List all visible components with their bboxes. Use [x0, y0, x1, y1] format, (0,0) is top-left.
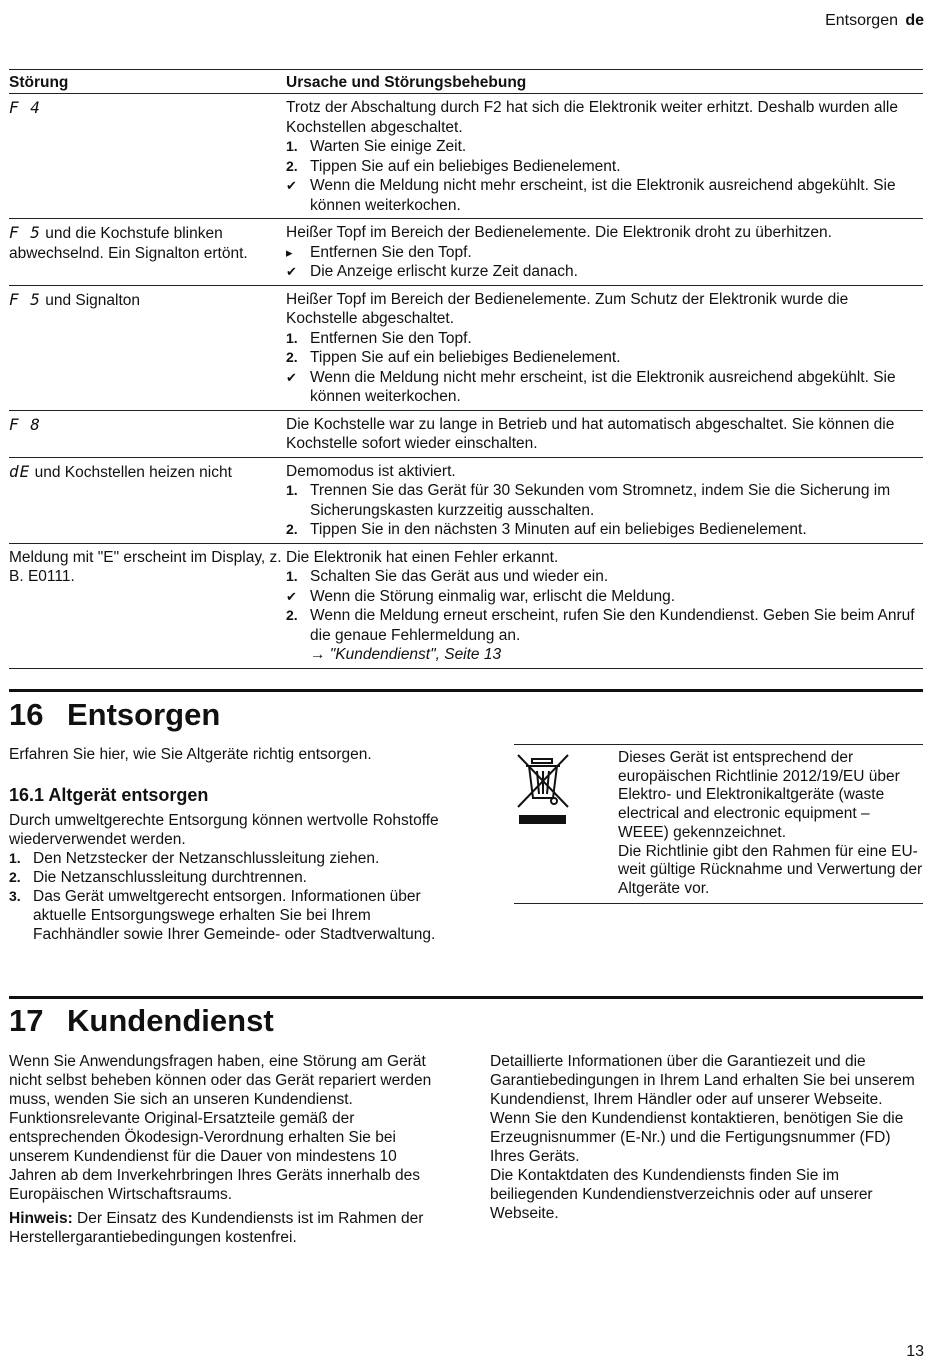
chapter-rule [9, 689, 923, 692]
fault-code: F 8 [9, 414, 41, 434]
crossed-out-bin-icon [514, 749, 618, 899]
table-row [9, 94, 923, 219]
fault-text: und Kochstellen heizen nicht [34, 463, 232, 481]
list-item: 3. Das Gerät umweltgerecht entsorgen. Informationen über aktuelle Entsorgungswege erhalten Sie bei Ihrem Fachhändler sowie Ihrer Gemeinde- oder Stadtverwaltung. [9, 888, 436, 943]
chapter-title-17: 17 Kundendienst [9, 1003, 274, 1038]
list-item: ✔ Die Anzeige erlischt kurze Zeit danach. [286, 263, 578, 280]
list-item: ✔ Wenn die Meldung nicht mehr erscheint, ist die Elektronik ausreichend abgekühlt. Sie können weiterkochen. [286, 368, 896, 405]
paragraph: Wenn Sie den Kundendienst kontaktieren, benötigen Sie die Erzeugnisnummer (E-Nr.) und die Fertigungsnummer (FD) Ihres Geräts. [490, 1110, 904, 1165]
list-item: 1. Schalten Sie das Gerät aus und wieder ein. [286, 568, 609, 585]
list-item: ✔ Wenn die Störung einmalig war, erlischt die Meldung. [286, 587, 676, 605]
check-icon: ✔ [286, 178, 297, 193]
table-header [9, 70, 923, 94]
list-item: 2. Tippen Sie auf ein beliebiges Bedienelement. [286, 349, 621, 366]
list-item: 1. Den Netzstecker der Netzanschlussleitung ziehen. [9, 850, 380, 867]
list-item: 1. Trennen Sie das Gerät für 30 Sekunden vom Stromnetz, indem Sie die Sicherung im Sicherungskasten kurzzeitig ausschalten. [286, 482, 891, 519]
cause-text: Trotz der Abschaltung durch F2 hat sich die Elektronik weiter erhitzt. Deshalb wurden alle Kochstellen abgeschaltet. [286, 99, 898, 136]
weee-notice [514, 744, 923, 904]
fault-code: dE [9, 461, 31, 481]
list-item: ✔ Wenn die Meldung nicht mehr erscheint, ist die Elektronik ausreichend abgekühlt. Sie können weiterkochen. [286, 177, 896, 214]
fault-code: F 4 [9, 98, 41, 117]
fault-text: Meldung mit "E" erscheint im Display, z. B. E0111. [9, 548, 282, 585]
header-cause: Ursache und Störungsbehebung [286, 74, 527, 91]
paragraph: Die Kontaktdaten des Kundendiensts finden Sie im beiliegenden Kundendienstverzeichnis oder auf unserer Webseite. [490, 1167, 873, 1222]
triangle-right-icon: ▸ [286, 244, 293, 260]
chapter-title-16: 16 Entsorgen [9, 697, 221, 732]
table-row [9, 286, 923, 411]
fault-text: und die Kochstufe blinken abwechselnd. Ein Signalton ertönt. [9, 225, 248, 262]
note-label: Hinweis: [9, 1210, 73, 1227]
check-icon: ✔ [286, 588, 297, 604]
check-icon: ✔ [286, 264, 297, 279]
chapter-rule [9, 996, 923, 999]
header-fault: Störung [9, 74, 69, 91]
cause-text: Heißer Topf im Bereich der Bedienelemente. Zum Schutz der Elektronik wurde die Kochstelle abgeschaltet. [286, 290, 849, 327]
cause-text: Die Kochstelle war zu lange in Betrieb und hat automatisch abgeschaltet. Sie können die Kochstelle sofort wieder einschalten. [286, 415, 895, 452]
fault-code: F 5 [9, 223, 41, 242]
cause-text: Demomodus ist aktiviert. [286, 462, 456, 480]
note-text: Der Einsatz des Kundendiensts ist im Rahmen der Herstellergarantiebedingungen kostenfrei. [9, 1210, 424, 1246]
list-item: 2. Tippen Sie auf ein beliebiges Bedienelement. [286, 157, 621, 175]
fault-text: und Signalton [45, 291, 141, 309]
weee-text: Dieses Gerät ist entsprechend der europäischen Richtlinie 2012/19/EU über Elektro- und Elektronikaltgeräte (waste electrical and electronic equipment – WEEE) gekennzeichnet. Die Richtlinie gibt den Rahmen für eine EU-weit gültige Rücknahme und Verwertung der Altgeräte vor. [618, 749, 923, 897]
chapter-17-left-column [9, 1052, 437, 1247]
table-row [9, 458, 923, 544]
troubleshooting-table [9, 69, 923, 669]
list-item: ▸ Entfernen Sie den Topf. [286, 243, 472, 261]
table-row [9, 544, 923, 669]
fault-code: F 5 [9, 289, 41, 309]
table-row [9, 219, 923, 286]
subsection-title: 16.1 Altgerät entsorgen [9, 785, 209, 805]
paragraph: Detaillierte Informationen über die Garantiezeit und die Garantiebedingungen in Ihrem Land erhalten Sie bei unserem Kundendienst, Ihrem Händler oder auf unserer Webseite. [490, 1053, 915, 1108]
paragraph: Wenn Sie Anwendungsfragen haben, eine Störung am Gerät nicht selbst beheben können oder das Gerät repariert werden muss, wenden Sie sich an unseren Kundendienst. [9, 1053, 432, 1108]
paragraph: Funktionsrelevante Original-Ersatzteile gemäß der entsprechenden Ökodesign-Verordnung erhalten Sie bei unserem Kundendienst für die Dauer von mindestens 10 Jahren ab dem Inverkehrbringen Ihres Geräts innerhalb des Europäischen Wirtschaftsraums. [9, 1110, 420, 1203]
subsection-intro: Durch umweltgerechte Entsorgung können wertvolle Rohstoffe wiederverwendet werden. [9, 812, 439, 848]
check-icon: ✔ [286, 369, 297, 385]
chapter-16-left-column [9, 745, 449, 944]
cause-text: Heißer Topf im Bereich der Bedienelemente. Die Elektronik droht zu überhitzen. [286, 224, 832, 241]
list-item: 2. Tippen Sie in den nächsten 3 Minuten auf ein beliebiges Bedienelement. [286, 521, 807, 538]
table-row [9, 411, 923, 458]
list-item: 1. Entfernen Sie den Topf. [286, 329, 472, 347]
page-number: 13 [906, 1343, 924, 1360]
cross-reference-link[interactable]: → "Kundendienst", Seite 13 [310, 646, 502, 663]
cause-text: Die Elektronik hat einen Fehler erkannt. [286, 548, 559, 566]
list-item: 2. Wenn die Meldung erneut erscheint, rufen Sie den Kundendienst. Geben Sie beim Anruf die genaue Fehlermeldung an. [286, 607, 915, 644]
list-item: 1. Warten Sie einige Zeit. [286, 138, 467, 155]
chapter-17-right-column [490, 1052, 918, 1223]
running-header-language: de [905, 12, 924, 29]
running-header-section: Entsorgen [825, 12, 898, 29]
note [9, 1209, 437, 1247]
crossed-out-bin-icon-graphic [514, 749, 574, 829]
chapter-intro: Erfahren Sie hier, wie Sie Altgeräte richtig entsorgen. [9, 746, 372, 763]
list-item: 2. Die Netzanschlussleitung durchtrennen. [9, 869, 307, 886]
